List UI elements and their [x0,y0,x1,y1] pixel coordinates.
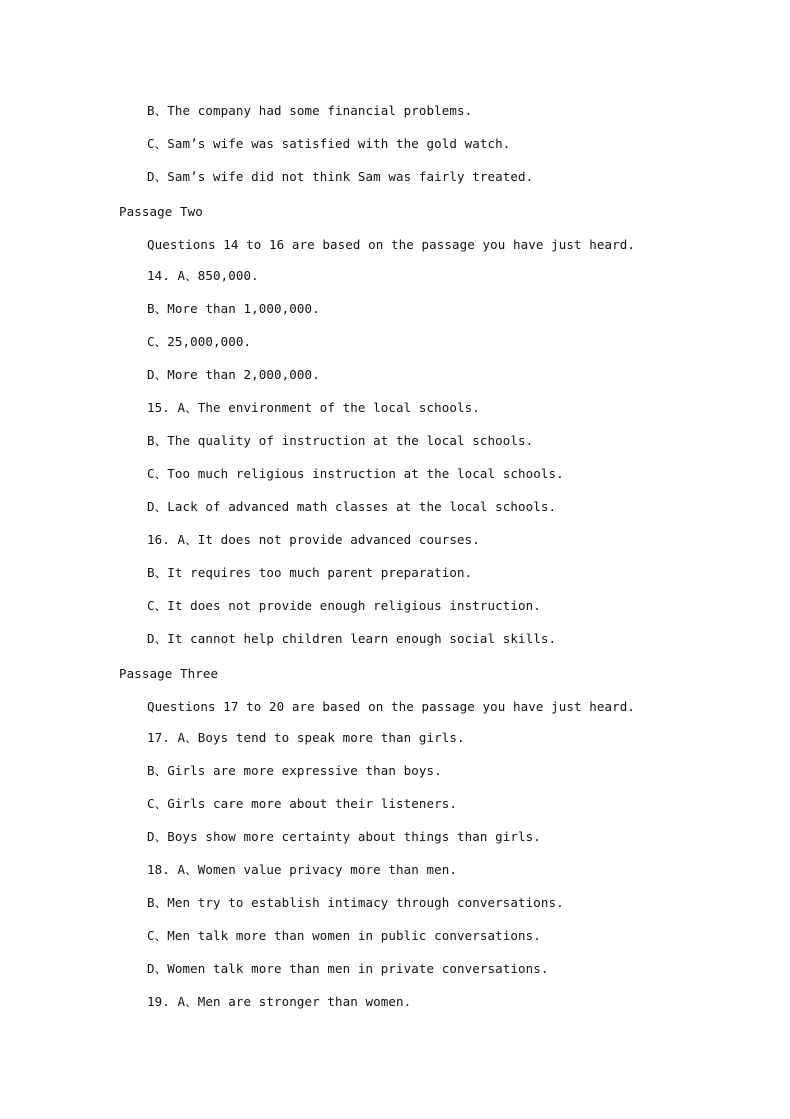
question-18-option-a: 18. A、Women value privacy more than men. [147,862,457,877]
passage-two-instructions: Questions 14 to 16 are based on the passage you have just heard. [147,237,636,252]
question-15-option-b: B、The quality of instruction at the local schools. [147,433,534,448]
option-13c: C、Sam’s wife was satisfied with the gold watch. [147,136,511,151]
passage-three-instructions: Questions 17 to 20 are based on the passage you have just heard. [147,699,636,714]
question-18-option-b: B、Men try to establish intimacy through conversations. [147,895,564,910]
question-15-option-d: D、Lack of advanced math classes at the local schools. [147,499,557,514]
question-17-option-a: 17. A、Boys tend to speak more than girls. [147,730,465,745]
passage-two-heading: Passage Two [119,204,203,219]
question-16-option-a: 16. A、It does not provide advanced courses. [147,532,480,547]
option-13d: D、Sam’s wife did not think Sam was fairly treated. [147,169,534,184]
question-14-option-d: D、More than 2,000,000. [147,367,320,382]
question-17-option-b: B、Girls are more expressive than boys. [147,763,442,778]
question-16-option-b: B、It requires too much parent preparation. [147,565,473,580]
passage-three-heading: Passage Three [119,666,219,681]
question-15-option-a: 15. A、The environment of the local schools. [147,400,480,415]
question-16-option-d: D、It cannot help children learn enough social skills. [147,631,557,646]
option-13b: B、The company had some financial problems. [147,103,473,118]
question-15-option-c: C、Too much religious instruction at the local schools. [147,466,564,481]
question-14-option-a: 14. A、850,000. [147,268,259,283]
question-19-option-a: 19. A、Men are stronger than women. [147,994,412,1009]
question-18-option-d: D、Women talk more than men in private conversations. [147,961,549,976]
question-17-option-c: C、Girls care more about their listeners. [147,796,457,811]
question-18-option-c: C、Men talk more than women in public conversations. [147,928,541,943]
question-16-option-c: C、It does not provide enough religious instruction. [147,598,541,613]
question-14-option-c: C、25,000,000. [147,334,252,349]
question-17-option-d: D、Boys show more certainty about things than girls. [147,829,541,844]
question-14-option-b: B、More than 1,000,000. [147,301,320,316]
